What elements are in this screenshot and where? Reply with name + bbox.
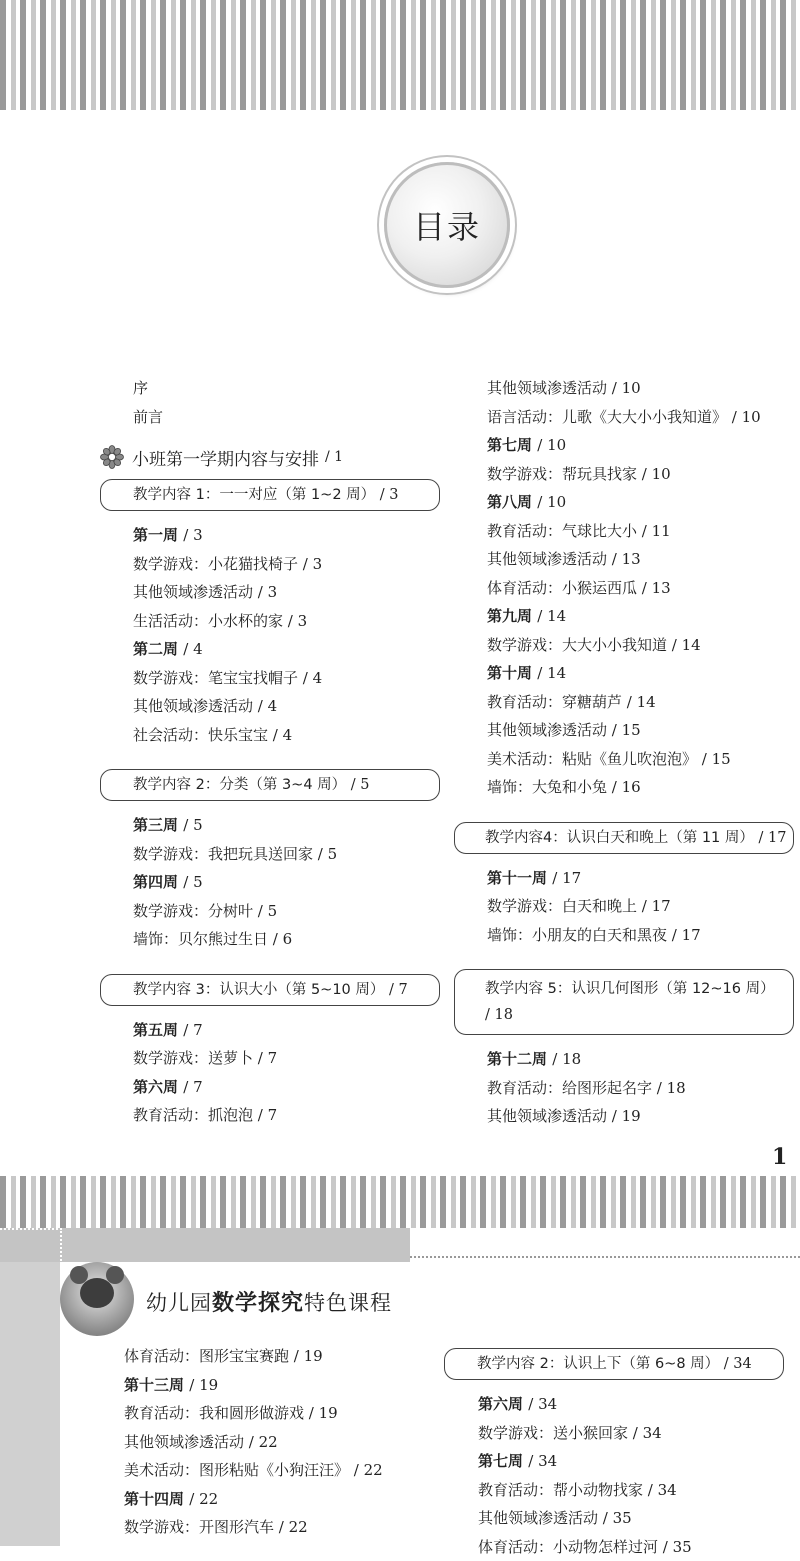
toc-entry-page: / 19 [189,1376,218,1394]
toc-entry[interactable] [100,607,440,636]
toc-entry-text: 第一周 [133,526,178,544]
toc-entry-text: 第七周 [478,1452,523,1470]
toc-entry-text: 体育活动：小猴运西瓜 [487,579,637,597]
toc-unit-box[interactable] [444,1348,784,1380]
toc-entry-text: 生活活动：小水杯的家 [133,612,283,630]
toc-front-item[interactable]: 序 [100,374,440,403]
toc-entry[interactable] [100,550,440,579]
toc-entry-text: 第八周 [487,493,532,511]
toc-entry-text: 数学游戏：大大小小我知道 [487,636,667,654]
toc-entry[interactable] [454,374,794,403]
toc-entry-page: / 7 [389,982,408,998]
toc-entry[interactable] [120,1456,440,1485]
toc-entry-text: 教学内容 2：认识上下（第 6~8 周） [477,1356,719,1372]
toc-entry-page: / 22 [279,1518,308,1536]
toc-entry-text: 体育活动：图形宝宝赛跑 [124,1347,289,1365]
toc-week-heading[interactable] [454,659,794,688]
toc-entry-text: 体育活动：小动物怎样过河 [478,1538,658,1556]
toc-left-list-page2 [120,1342,440,1542]
page-number: 1 [772,1144,787,1170]
toc-entry[interactable] [100,692,440,721]
toc-entry-page: / 3 [258,583,277,601]
toc-entry-page: / 19 [309,1404,338,1422]
toc-entry[interactable] [454,688,794,717]
toc-entry-page: / 17 [672,926,701,944]
toc-entry-text: 教育活动：给图形起名字 [487,1079,652,1097]
toc-entry-page: / 14 [537,607,566,625]
toc-entry-page: / 4 [183,640,202,658]
toc-entry-text: 数学游戏：送小猴回家 [478,1424,628,1442]
toc-entry-page: / 14 [672,636,701,654]
toc-entry-page: / 13 [642,579,671,597]
toc-week-heading[interactable] [100,1016,440,1045]
toc-entry-page: / 22 [249,1433,278,1451]
toc-entry[interactable] [100,897,440,926]
toc-right-column [454,374,794,1131]
toc-entry[interactable] [120,1428,440,1457]
toc-week-heading[interactable] [454,864,794,893]
toc-entry-text: 教学内容 1：一一对应（第 1~2 周） [133,487,375,503]
toc-entry-text: 第十三周 [124,1376,184,1394]
toc-entry-text: 第五周 [133,1021,178,1039]
toc-entry-page: / 34 [528,1452,557,1470]
toc-entry[interactable] [444,1504,784,1533]
toc-entry-text: 其他领域渗透活动 [487,379,607,397]
toc-entry-page: / 15 [612,721,641,739]
toc-entry-text: 教学内容 3：认识大小（第 5~10 周） [133,982,384,998]
toc-entry-text: 教学内容4：认识白天和晚上（第 11 周） [485,830,754,846]
toc-entry-page: / 14 [537,664,566,682]
toc-section-title: 小班第一学期内容与安排 [132,445,319,470]
toc-entry[interactable] [454,1074,794,1103]
toc-entry-page: / 16 [612,778,641,796]
toc-week-heading[interactable] [444,1390,784,1419]
toc-entry[interactable] [454,745,794,774]
toc-entry-text: 第六周 [133,1078,178,1096]
toc-week-heading[interactable] [454,488,794,517]
toc-unit-box[interactable] [454,969,794,1035]
toc-entry-page: / 10 [732,408,761,426]
mid-stripe-band [0,1176,800,1228]
header-dotted-rule [410,1256,800,1258]
toc-entry-text: 其他领域渗透活动 [478,1509,598,1527]
toc-entry-text: 其他领域渗透活动 [487,1107,607,1125]
toc-entry-text: 数学游戏：我把玩具送回家 [133,845,313,863]
toc-week-heading[interactable] [100,635,440,664]
toc-entry-page: / 22 [189,1490,218,1508]
toc-unit-box[interactable] [100,769,440,801]
toc-entry-page: / 5 [258,902,277,920]
toc-entry-text: 美术活动：粘贴《鱼儿吹泡泡》 [487,750,697,768]
toc-entry-text: 其他领域渗透活动 [133,697,253,715]
toc-entry-page: / 14 [627,693,656,711]
toc-entry-page: / 13 [612,550,641,568]
toc-right-column-page2 [444,1342,784,1561]
toc-unit-box[interactable] [100,974,440,1006]
toc-week-heading[interactable] [100,1073,440,1102]
toc-gap [100,954,440,968]
toc-entry-text: 其他领域渗透活动 [487,550,607,568]
toc-entry[interactable] [120,1399,440,1428]
toc-entry-text: 第十一周 [487,869,547,887]
toc-week-heading[interactable] [100,811,440,840]
toc-entry-page: / 34 [633,1424,662,1442]
toc-gap [454,802,794,816]
toc-entry-page: / 3 [183,526,202,544]
toc-entry[interactable] [454,921,794,950]
toc-entry-page: / 7 [258,1049,277,1067]
toc-entry[interactable] [454,517,794,546]
page-title: 目录 [413,202,481,248]
toc-entry-text: 美术活动：图形粘贴《小狗汪汪》 [124,1461,349,1479]
toc-entry-text: 第六周 [478,1395,523,1413]
toc-entry[interactable] [100,925,440,954]
toc-entry-page: / 7 [183,1021,202,1039]
toc-entry-text: 教育活动：气球比大小 [487,522,637,540]
toc-entry[interactable] [454,892,794,921]
toc-entry-page: / 4 [303,669,322,687]
header-dotted-corner [0,1228,62,1264]
toc-section-heading[interactable] [100,441,440,473]
toc-entry-text: 墙饰：大兔和小兔 [487,778,607,796]
toc-unit-box[interactable] [454,822,794,854]
toc-week-heading[interactable] [100,521,440,550]
toc-entry-page: / 11 [642,522,671,540]
toc-entry[interactable] [454,773,794,802]
toc-entry-text: 数学游戏：小花猫找椅子 [133,555,298,573]
toc-entry-text: 第九周 [487,607,532,625]
toc-entry-text: 数学游戏：笔宝宝找帽子 [133,669,298,687]
toc-entry-page: / 15 [702,750,731,768]
toc-entry-text: 数学游戏：分树叶 [133,902,253,920]
toc-entry-page: / 19 [294,1347,323,1365]
toc-entry[interactable] [454,1102,794,1131]
book-title-bold: 数学探究 [212,1291,304,1316]
toc-entry[interactable] [454,716,794,745]
toc-entry-text: 教育活动：帮小动物找家 [478,1481,643,1499]
toc-entry[interactable] [100,664,440,693]
toc-unit-box[interactable] [100,479,440,511]
toc-entry-page: / 10 [537,493,566,511]
toc-entry-page: / 19 [612,1107,641,1125]
toc-right-list-page2 [444,1348,784,1561]
toc-entry-text: 社会活动：快乐宝宝 [133,726,268,744]
toc-entry[interactable] [444,1419,784,1448]
toc-entry-page: / 6 [273,930,292,948]
toc-entry-page: / 4 [258,697,277,715]
toc-entry[interactable] [454,403,794,432]
toc-entry-page: / 10 [612,379,641,397]
toc-entry-page: / 22 [354,1461,383,1479]
toc-left-column-page2 [120,1342,440,1542]
toc-entry-text: 第二周 [133,640,178,658]
toc-week-heading[interactable] [120,1485,440,1514]
title-badge [384,162,510,288]
toc-week-heading[interactable] [444,1447,784,1476]
toc-entry-page: / 17 [642,897,671,915]
toc-entry-text: 其他领域渗透活动 [487,721,607,739]
toc-entry-page: / 18 [552,1050,581,1068]
toc-entry[interactable] [444,1533,784,1561]
toc-week-heading[interactable] [120,1371,440,1400]
book-title-pre: 幼儿园 [146,1291,212,1315]
toc-entry-text: 第三周 [133,816,178,834]
toc-entry-text: 墙饰：小朋友的白天和黑夜 [487,926,667,944]
toc-entry-page: / 3 [303,555,322,573]
toc-entry-text: 教育活动：抓泡泡 [133,1106,253,1124]
toc-entry[interactable] [454,574,794,603]
toc-entry-text: 教育活动：穿糖葫芦 [487,693,622,711]
toc-week-heading[interactable] [454,1045,794,1074]
toc-entry-page: / 18 [657,1079,686,1097]
toc-entry-page: / 3 [380,487,399,503]
toc-entry[interactable] [100,721,440,750]
toc-entry[interactable] [100,840,440,869]
toc-entry-text: 数学游戏：开图形汽车 [124,1518,274,1536]
toc-entry-text: 教育活动：我和圆形做游戏 [124,1404,304,1422]
book-title-post: 特色课程 [304,1291,392,1315]
toc-entry-text: 第四周 [133,873,178,891]
toc-entry-text: 数学游戏：白天和晚上 [487,897,637,915]
toc-entry[interactable] [444,1476,784,1505]
toc-entry[interactable] [454,631,794,660]
toc-entry-text: 数学游戏：帮玩具找家 [487,465,637,483]
toc-entry-text: 第十四周 [124,1490,184,1508]
toc-week-heading[interactable] [100,868,440,897]
top-stripe-band [0,0,800,110]
toc-entry-text: 墙饰：贝尔熊过生日 [133,930,268,948]
toc-entry-page: / 17 [759,830,787,846]
toc-entry-page: / 35 [603,1509,632,1527]
toc-entry-page: / 5 [183,816,202,834]
toc-entry-page: / 10 [642,465,671,483]
side-gray-bar [0,1262,60,1546]
toc-entry-page: / 4 [273,726,292,744]
toc-entry-text: 第七周 [487,436,532,454]
toc-entry-page: / 7 [183,1078,202,1096]
toc-entry-page: / 5 [183,873,202,891]
toc-entry-page: / 34 [724,1356,752,1372]
toc-entry-page: / 18 [485,1007,513,1023]
toc-entry-text: 第十周 [487,664,532,682]
toc-entry-text: 其他领域渗透活动 [124,1433,244,1451]
toc-entry[interactable] [100,1044,440,1073]
toc-entry-page: / 34 [648,1481,677,1499]
toc-gap [454,949,794,963]
toc-left-list [100,479,440,1130]
toc-entry-text: 第十二周 [487,1050,547,1068]
toc-entry[interactable] [454,460,794,489]
toc-week-heading[interactable] [454,602,794,631]
toc-entry-text: 教学内容 2：分类（第 3~4 周） [133,777,346,793]
toc-entry[interactable] [100,578,440,607]
toc-left-column [100,374,440,1130]
toc-front-item[interactable]: 前言 [100,403,440,432]
toc-right-list [454,374,794,1131]
toc-entry-page: / 17 [552,869,581,887]
toc-entry-page: / 5 [318,845,337,863]
book-title [146,1286,392,1317]
toc-entry-page: / 34 [528,1395,557,1413]
toc-entry-page: / 7 [258,1106,277,1124]
toc-entry[interactable] [120,1513,440,1542]
toc-entry[interactable] [120,1342,440,1371]
toc-entry-page: / 5 [351,777,370,793]
bear-mascot-icon [60,1262,134,1336]
toc-entry-text: 教学内容 5：认识几何图形（第 12~16 周） [485,981,775,997]
toc-entry-text: 其他领域渗透活动 [133,583,253,601]
toc-entry-text: 语言活动：儿歌《大大小小我知道》 [487,408,727,426]
toc-entry-page: / 3 [288,612,307,630]
toc-week-heading[interactable] [454,431,794,460]
toc-entry[interactable] [100,1101,440,1130]
toc-entry[interactable] [454,545,794,574]
toc-entry-page: / 10 [537,436,566,454]
toc-entry-text: 数学游戏：送萝卜 [133,1049,253,1067]
toc-section-page: / 1 [325,449,343,465]
flower-icon [100,445,124,469]
toc-entry-page: / 35 [663,1538,692,1556]
toc-gap [100,749,440,763]
